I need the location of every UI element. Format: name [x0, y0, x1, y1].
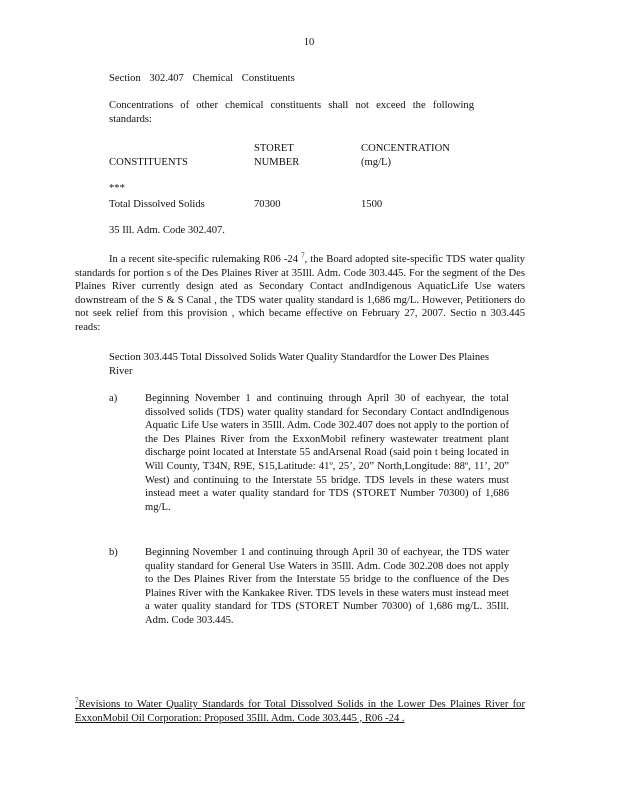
constituent-cell: Total Dissolved Solids: [109, 199, 205, 210]
intro-paragraph: Concentrations of other chemical constituents shall not exceed the following standards:: [109, 100, 474, 125]
storet-header: [254, 142, 299, 169]
body-text-part2: , the Board adopted site-specific TDS water quality standards for portion s of the Des Plaines River at 35Ill. Adm. Code 303.445. For the segment of the Des Plaines River currently design ated as Secondary Contact andIndigenous AquaticLife Use waters downstream of the S & S Canal , the TDS water quality standard is 1,686 mg/L. However, Petitioners do not seek relief from this provision , which became effective on February 27, 2007. Sectio n 303.445 reads:: [75, 254, 525, 333]
concentration-cell: 1500: [361, 199, 383, 210]
quoted-section-heading: Section 303.445 Total Dissolved Solids Water Quality Standardfor the Lower Des Plaines River: [109, 352, 489, 377]
section-heading: Section 302.407 Chemical Constituents: [109, 73, 295, 84]
body-paragraph: [75, 253, 525, 335]
item-marker: b): [109, 547, 118, 558]
constituents-header: CONSTITUENTS: [109, 157, 188, 168]
footnote-reference: 7: [301, 251, 305, 260]
concentration-header-line2: (mg/L): [361, 156, 392, 168]
body-text-part1: In a recent site-specific rulemaking R06 -24: [109, 254, 302, 265]
footnote-marker: 7: [75, 696, 79, 705]
storet-header-line1: STORET: [254, 143, 294, 154]
footnote: [75, 698, 525, 725]
page-number: 10: [303, 37, 315, 48]
code-citation: 35 Ill. Adm. Code 302.407.: [109, 225, 225, 236]
concentration-header-line1: CONCENTRATION: [361, 143, 450, 154]
list-item: [109, 392, 519, 514]
omitted-rows-marker: ***: [109, 183, 125, 194]
list-item: [109, 546, 519, 628]
footnote-text: Revisions to Water Quality Standards for Total Dissolved Solids in the Lower Des Plaines River for ExxonMobil Oil Corporation: Proposed 35Ill. Adm. Code 303.445 , R06 -24 .: [75, 699, 525, 724]
concentration-header: [361, 142, 450, 169]
item-text: Beginning November 1 and continuing through April 30 of eachyear, the TDS water quality standard for General Use Waters in 35Ill. Adm. Code 302.208 does not apply to the Des Plaines River from the Interstate 55 bridge to the confluence of the Des Plaines River with the Kankakee River. TDS levels in these waters must instead meet a water quality standard for TDS (STORET Number 70300) of 1,686 mg/L. 35Ill. Adm. Code 303.445.: [145, 547, 509, 626]
storet-cell: 70300: [254, 199, 281, 210]
item-marker: a): [109, 393, 118, 404]
item-text: Beginning November 1 and continuing through April 30 of eachyear, the total dissolved solids (TDS) water quality standard for Secondary Contact andIndigenous Aquatic Life Use waters in 35Ill. Adm. Code 302.407 does not apply to the portion of the Des Plaines River from the ExxonMobil refinery wastewater treatment plant discharge point located at Interstate 55 andArsenal Road (said poin t being located in Will County, T34N, R9E, S15,Latitude: 41º, 25’, 20” North,Longitude: 88º, 11’, 20” West) and continuing to the Interstate 55 bridge. TDS levels in these waters must instead meet a water quality standard for TDS (STORET Number 70300) of 1,686 mg/L.: [145, 393, 509, 513]
storet-header-line2: NUMBER: [254, 156, 300, 168]
